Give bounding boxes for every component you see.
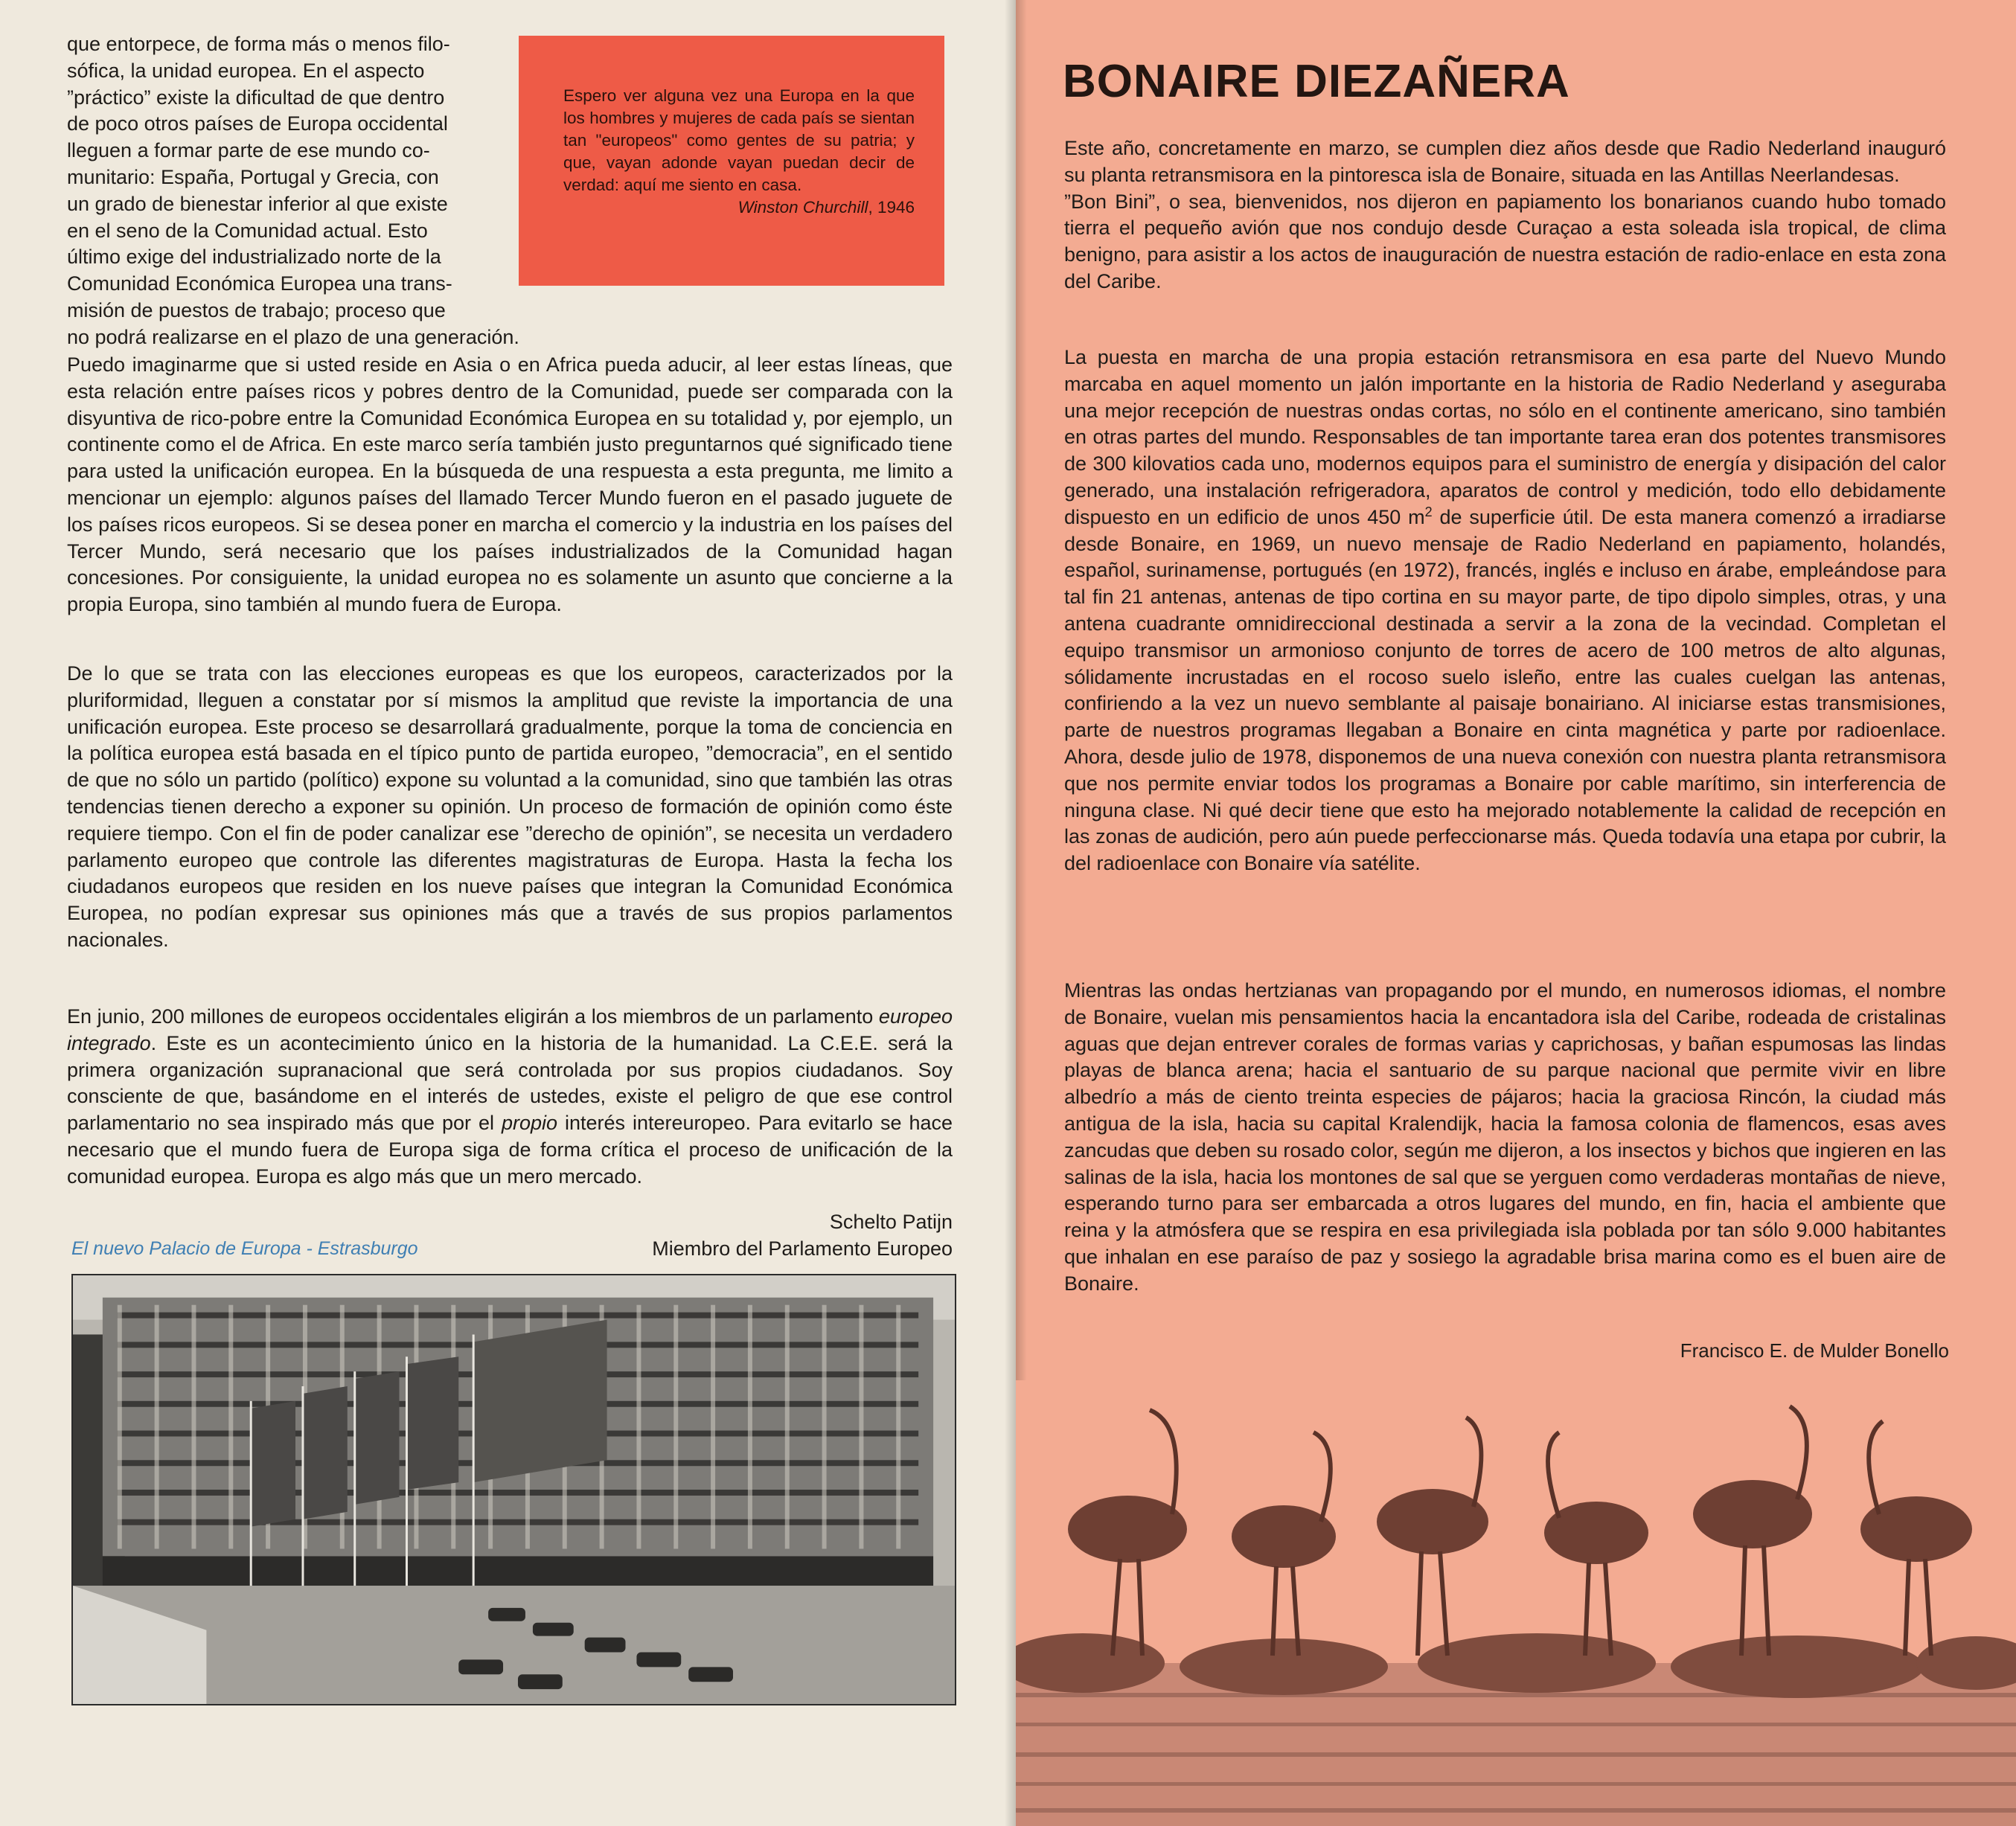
intro-line: misión de puestos de trabajo; proceso que xyxy=(67,298,446,321)
author-signature xyxy=(652,1208,953,1262)
intro-line: sófica, la unidad europea. En el aspecto xyxy=(67,59,425,82)
paragraph-elections xyxy=(67,661,953,954)
text-run: . Este es un acontecimiento único en la historia de la humanidad. La C.E.E. será la primera organización supranacional que será controlada por sus propios ciudadanos. Soy consciente de que, basándome en el interés de ustedes, existe el peligro de que ese control parlamentario no sea inspirado más que por el xyxy=(67,1031,953,1135)
paragraph-transmitter xyxy=(1064,345,1946,877)
intro-line: de poco otros países de Europa occidental xyxy=(67,112,448,135)
photo-caption: El nuevo Palacio de Europa - Estrasburgo xyxy=(71,1238,418,1259)
intro-line: ”práctico” existe la dificultad de que dentro xyxy=(67,86,445,109)
italic-run: propio xyxy=(501,1112,557,1135)
intro-line: Comunidad Económica Europea una trans- xyxy=(67,272,452,295)
paragraph-text xyxy=(1064,345,1946,877)
intro-line: un grado de bienestar inferior al que existe xyxy=(67,192,448,215)
paragraph-text: De lo que se trata con las elecciones europeas es que los europeos, caracterizados por la pluriformidad, lleguen a constatar por sí mismos la amplitud que reviste la importancia de una unificación europea. Este proceso se desarrollará gradualmente, porque la toma de conciencia en la política europea está basada en el típico punto de partida europeo, ”democracia”, en el sentido de que no sólo un partido (político) expone su voluntad a la comunidad, sino que también las otras tendencias tienen derecho a exponer su opinión. Un proceso de formación de opinión como éste requiere tiempo. Con el fin de poder canalizar ese ”derecho de opinión”, se necesita un verdadero parlamento europeo que controle las diferentes magistraturas de Europa. Hasta la fecha los ciudadanos europeos que residen en los nueve países que integran la Comunidad Económica Europea, no podían expresar sus opiniones más que a través de sus propios parlamentos nacionales. xyxy=(67,662,953,951)
quote-attribution xyxy=(563,196,915,219)
author-name: Schelto Patijn xyxy=(829,1211,953,1233)
intro-line: lleguen a formar parte de ese mundo co- xyxy=(67,139,430,162)
flamingo-illustration xyxy=(1016,1380,2016,1826)
text-run: La puesta en marcha de una propia estación retransmisora en esa parte del Nuevo Mundo marcaba en aquel momento un jalón importante en la historia de Radio Nederland y aseguraba una mejor recepción de nuestras ondas cortas, no sólo en el continente americano, sino también en otras partes del mundo. Responsables de tan importante tarea eran dos potentes transmisores de 300 kilovatios cada uno, modernos equipos para el suministro de energía y disipación del calor generado, una instalación refrigeradora, aparatos de control y medición, todo ello debidamente dispuesto en un edificio de unos 450 m xyxy=(1064,346,1946,528)
right-author-signature: Francisco E. de Mulder Bonello xyxy=(1680,1339,1949,1362)
author-role: Miembro del Parlamento Europeo xyxy=(652,1237,953,1260)
intro-line: munitario: España, Portugal y Grecia, con xyxy=(67,165,439,188)
article-title: BONAIRE DIEZAÑERA xyxy=(1063,56,1570,107)
text-run: de superficie útil. De esta manera comenzó a irradiarse desde Bonaire, en 1969, un nuevo mensaje de Radio Nederland en papiamento, holandés, español, surinamense, portugués (en 1972), francés, inglés e incluso en árabe, empleándose para tal fin 21 antenas, antenas de tipo cortina en su mayor parte, de tipo dipolo simples, otras, y una antena cuadrante omnidireccional destinada a servir a la zona de la vecindad. Completan el equipo transmisor un armonioso conjunto de torres de acero de 100 metros de alto algunas, sólidamente incrustadas en el rocoso suelo isleño, entre las cuales cuelgan las antenas, confiriendo a la vez un nuevo semblante al paisaje bonairiano. Al iniciarse estas transmisiones, parte de nuestros programas llegaban a Bonaire en cinta magnética y parte por radioenlace. Ahora, desde julio de 1978, disponemos de una nueva conexión con nuestra planta retransmisora que nos permite enviar todos los programas a Bonaire por cable marítimo, sin interferencia de ninguna clase. Ni qué decir tiene que esto ha mejorado notablemente la calidad de recepción en las zonas de audición, pero aún puede perfeccionarse más. Queda todavía una etapa por cubrir, la del radioenlace con Bonaire vía satélite. xyxy=(1064,505,1946,875)
paragraph-june xyxy=(67,1004,953,1191)
intro-line: que entorpece, de forma más o menos filo- xyxy=(67,33,450,55)
flamingo-photo xyxy=(1016,1380,2016,1826)
paragraph-memories xyxy=(1064,978,1946,1298)
paragraph-text xyxy=(67,1004,953,1191)
paragraph-third-world xyxy=(67,352,953,618)
churchill-quote-box xyxy=(519,36,944,286)
text-run: interés intereuropeo. Para evitarlo se hace necesario que el mundo fuera de Europa siga de forma crítica el proceso de unificación de la comunidad europea. Europa es algo más que un mero mercado. xyxy=(67,1112,953,1188)
intro-line: último exige del industrializado norte de la xyxy=(67,246,441,269)
palace-of-europe-photo xyxy=(71,1274,956,1705)
text-run: En junio, 200 millones de europeos occidentales eligirán a los miembros de un parlamento xyxy=(67,1005,879,1028)
superscript: 2 xyxy=(1424,504,1433,519)
quote-text: Espero ver alguna vez una Europa en la que los hombres y mujeres de cada país se sientan tan "europeos" como gentes de su patria; y que, vayan adonde vayan puedan decir de verdad: aquí me siento en casa. xyxy=(563,86,915,194)
paragraph-text: Puedo imaginarme que si usted reside en Asia o en Africa pueda aducir, al leer estas líneas, que esta relación entre países ricos y pobres dentro de la Comunidad, puede ser comparada con la disyuntiva de rico-pobre entre la Comunidad Económica Europea en su totalidad y, por ejemplo, un continente como el de Africa. En este marco sería también justo preguntarnos qué significado tiene para usted la unificación europea. En la búsqueda de una respuesta a esta pregunta, me limito a mencionar un ejemplo: algunos países del llamado Tercer Mundo fueron en el pasado juguete de los países ricos europeos. Si se desea poner en marcha el comercio y la industria en los países del Tercer Mundo, será necesario que los países industrializados de la Comunidad hagan concesiones. Por consiguiente, la unidad europea no es solamente un asunto que concierne a la propia Europa, sino también al mundo fuera de Europa. xyxy=(67,353,953,616)
intro-line: en el seno de la Comunidad actual. Esto xyxy=(67,219,428,242)
paragraph-text: ”Bon Bini”, o sea, bienvenidos, nos dijeron en papiamento los bonarianos cuando hubo tomado tierra el pequeño avión que nos condujo desde Curaçao a esta soleada isla tropical, de clima benigno, para asistir a los actos de inauguración de nuestra estación de radio-enlace en esta zona del Caribe. xyxy=(1064,190,1946,292)
intro-line: no podrá realizarse en el plazo de una generación. xyxy=(67,325,519,348)
italic-run: europeo integrado xyxy=(67,1005,953,1054)
quote-year: , 1946 xyxy=(868,198,915,217)
intro-text xyxy=(67,31,519,351)
palace-photo-illustration xyxy=(73,1275,955,1704)
paragraph-anniversary xyxy=(1064,135,1946,295)
paragraph-text: Mientras las ondas hertzianas van propagando por el mundo, en numerosos idiomas, el nombre de Bonaire, vuelan mis pensamientos hacia la encantadora isla del Caribe, rodeada de cristalinas aguas que dejan entrever corales de formas varias y caprichosas, y bañan espumosas las lindas playas de blanca arena; hacia el santuario de su parque nacional que permite vivir en libre albedrío a más de ciento treinta especies de pájaros; hacia la graciosa Rincón, la ciudad más antigua de la isla, hacia su capital Kralendijk, hacia la famosa colonia de flamencos, esas aves zancudas que deben su rosado color, según me dijeron, a los insectos y bichos que ingieren en las salinas de la isla, hacia los montones de sal que se yerguen como verdaderas montañas de nieve, esperando turno para ser embarcada a otros lugares del mundo, en fin, hacia el ambiente que reina y la atmósfera que se respira en esa privilegiada isla poblada por tan sólo 9.000 habitantes que inhalan en ese paraíso de paz y sosiego la agradable brisa marina como es el buen aire de Bonaire. xyxy=(1064,979,1946,1295)
quote-author: Winston Churchill xyxy=(737,198,868,217)
paragraph-text: Este año, concretamente en marzo, se cumplen diez años desde que Radio Nederland inauguró su planta retransmisora en la pintoresca isla de Bonaire, situada en las Antillas Neerlandesas. xyxy=(1064,137,1946,186)
